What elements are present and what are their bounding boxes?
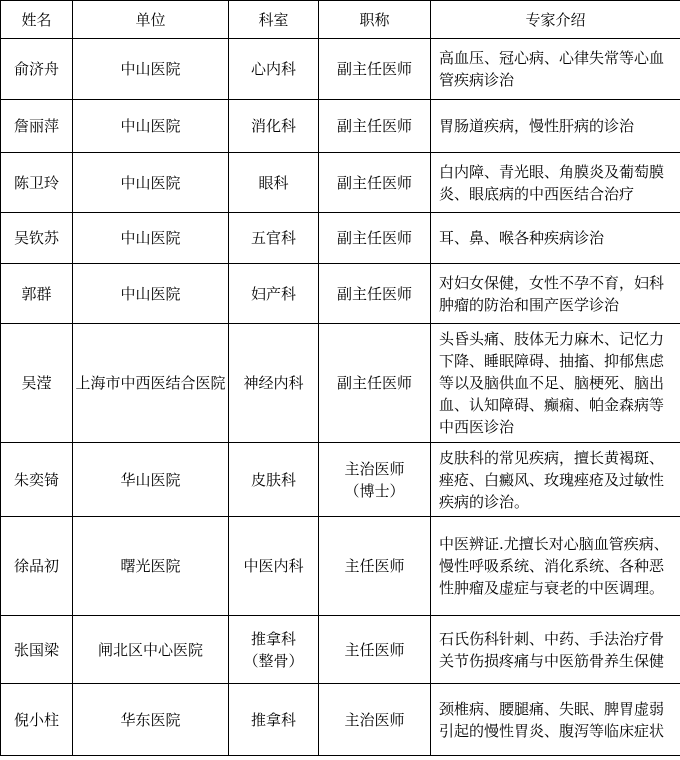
cell-title: 副主任医师 — [319, 213, 431, 264]
cell-name: 张国梁 — [1, 616, 73, 684]
cell-dept: 心内科 — [229, 39, 319, 100]
cell-dept: 推拿科 — [229, 684, 319, 756]
cell-name: 吴滢 — [1, 324, 73, 443]
cell-unit: 中山医院 — [73, 213, 229, 264]
cell-unit: 中山医院 — [73, 153, 229, 213]
cell-name: 俞济舟 — [1, 39, 73, 100]
table-row — [1, 443, 680, 517]
cell-name: 倪小柱 — [1, 684, 73, 756]
cell-name: 吴钦苏 — [1, 213, 73, 264]
cell-name: 朱奕锜 — [1, 443, 73, 517]
cell-name: 徐品初 — [1, 517, 73, 616]
cell-title: 副主任医师 — [319, 39, 431, 100]
cell-title: 副主任医师 — [319, 264, 431, 324]
cell-intro: 石氏伤科针刺、中药、手法治疗骨关节伤损疼痛与中医筋骨养生保健 — [431, 616, 680, 684]
cell-dept: 中医内科 — [229, 517, 319, 616]
table-row — [1, 213, 680, 264]
cell-unit: 曙光医院 — [73, 517, 229, 616]
table-row — [1, 264, 680, 324]
cell-dept-note: （整骨） — [243, 651, 304, 670]
cell-dept-with-note — [229, 616, 319, 684]
table-row — [1, 517, 680, 616]
cell-title-with-note — [319, 443, 431, 517]
cell-title-note: （博士） — [344, 481, 405, 500]
table-row — [1, 100, 680, 153]
table-row — [1, 39, 680, 100]
cell-title: 副主任医师 — [319, 153, 431, 213]
table-row — [1, 324, 680, 443]
cell-dept: 神经内科 — [229, 324, 319, 443]
header-name: 姓名 — [1, 1, 73, 39]
cell-unit: 闸北区中心医院 — [73, 616, 229, 684]
cell-intro: 高血压、冠心病、心律失常等心血管疾病诊治 — [431, 39, 680, 100]
cell-intro: 耳、鼻、喉各种疾病诊治 — [431, 213, 680, 264]
table-row — [1, 616, 680, 684]
cell-intro: 头昏头痛、肢体无力麻木、记忆力下降、睡眠障碍、抽搐、抑郁焦虑等以及脑供血不足、脑梗死、脑出血、认知障碍、癫痫、帕金森病等中西医诊治 — [431, 324, 680, 443]
table-header-row — [1, 1, 680, 39]
header-dept: 科室 — [229, 1, 319, 39]
cell-title: 主任医师 — [319, 517, 431, 616]
cell-intro: 颈椎病、腰腿痛、失眠、脾胃虚弱引起的慢性胃炎、腹泻等临床症状 — [431, 684, 680, 756]
cell-unit: 上海市中西医结合医院 — [73, 324, 229, 443]
table-row — [1, 684, 680, 756]
cell-unit: 中山医院 — [73, 100, 229, 153]
cell-intro: 对妇女保健，女性不孕不育，妇科肿瘤的防治和围产医学诊治 — [431, 264, 680, 324]
header-title: 职称 — [319, 1, 431, 39]
table-row — [1, 153, 680, 213]
cell-unit: 华山医院 — [73, 443, 229, 517]
cell-name: 詹丽萍 — [1, 100, 73, 153]
cell-dept: 眼科 — [229, 153, 319, 213]
cell-title: 主治医师 — [319, 684, 431, 756]
cell-intro: 胃肠道疾病，慢性肝病的诊治 — [431, 100, 680, 153]
cell-intro: 白内障、青光眼、角膜炎及葡萄膜炎、眼底病的中西医结合治疗 — [431, 153, 680, 213]
header-unit: 单位 — [73, 1, 229, 39]
cell-unit: 中山医院 — [73, 39, 229, 100]
cell-intro: 中医辨证.尤擅长对心脑血管疾病、慢性呼吸系统、消化系统、各种恶性肿瘤及虚症与衰老的中医调理。 — [431, 517, 680, 616]
cell-intro: 皮肤科的常见疾病，擅长黄褐斑、痤疮、白癜风、玫瑰痤疮及过敏性疾病的诊治。 — [431, 443, 680, 517]
cell-unit: 中山医院 — [73, 264, 229, 324]
cell-dept: 推拿科 — [250, 629, 296, 648]
header-intro: 专家介绍 — [431, 1, 680, 39]
cell-dept: 妇产科 — [229, 264, 319, 324]
cell-dept: 消化科 — [229, 100, 319, 153]
cell-name: 陈卫玲 — [1, 153, 73, 213]
cell-name: 郭群 — [1, 264, 73, 324]
cell-title: 主治医师 — [344, 459, 405, 478]
cell-title: 副主任医师 — [319, 100, 431, 153]
cell-dept: 五官科 — [229, 213, 319, 264]
cell-dept: 皮肤科 — [229, 443, 319, 517]
cell-title: 主任医师 — [319, 616, 431, 684]
cell-unit: 华东医院 — [73, 684, 229, 756]
cell-title: 副主任医师 — [319, 324, 431, 443]
